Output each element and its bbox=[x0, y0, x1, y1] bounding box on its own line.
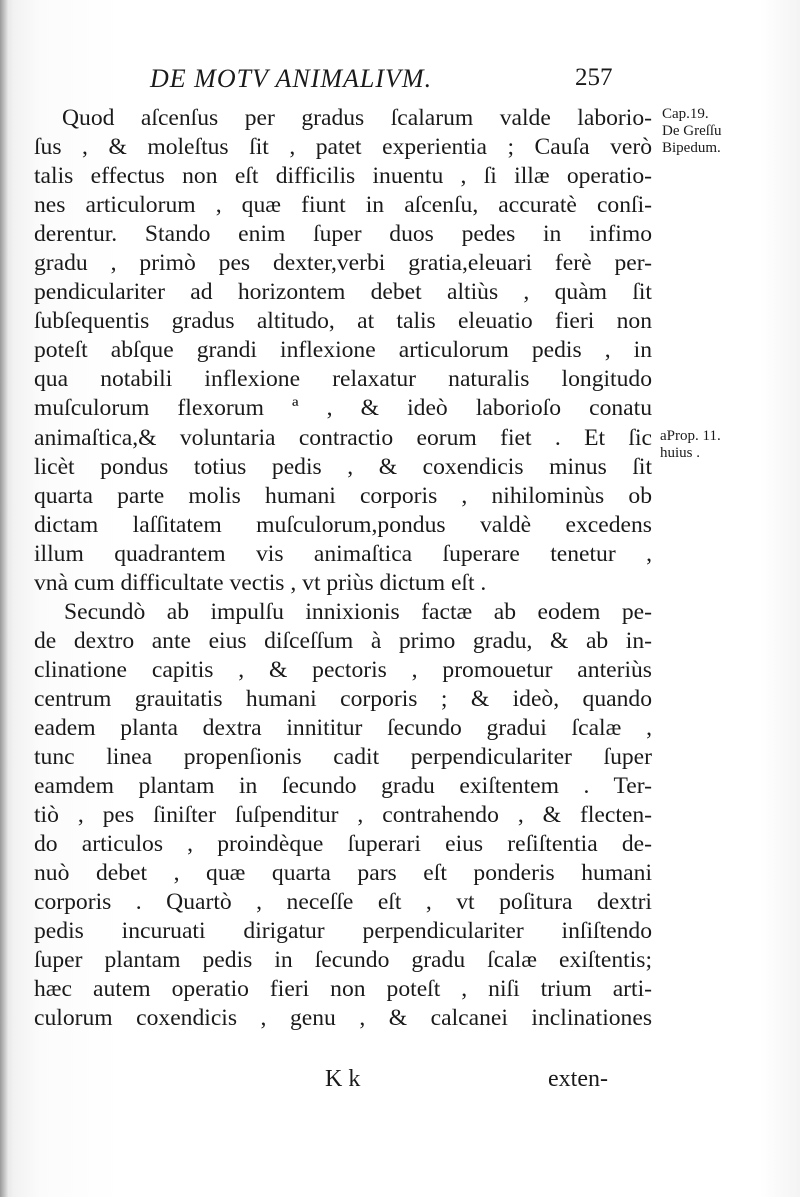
margin-note-line: Cap.19. bbox=[662, 106, 709, 122]
text-line: talis effectus non eſt difficilis inuentu , ſi illæ operatio- bbox=[34, 163, 652, 190]
paragraph-1 bbox=[34, 104, 652, 598]
running-title: DE MOTV ANIMALIVM. bbox=[150, 64, 433, 93]
gutter-shadow bbox=[0, 0, 8, 1197]
text-line: hæc autem operatio fieri non poteſt , niſi trium arti- bbox=[34, 976, 652, 1003]
text-line: quarta parte molis humani corporis , nihilominùs ob bbox=[34, 482, 652, 509]
text-line: animaſtica,& voluntaria contractio eorum fiet . Et ſic bbox=[34, 424, 652, 451]
text-line: eadem planta dextra innititur ſecundo gradui ſcalæ , bbox=[34, 714, 652, 741]
text-line: dictam laſſitatem muſculorum,pondus valdè excedens bbox=[34, 511, 652, 538]
text-line: de dextro ante eius diſceſſum à primo gradu, & ab in- bbox=[34, 627, 652, 654]
text-line: illum quadrantem vis animaſtica ſuperare tenetur , bbox=[34, 540, 652, 567]
text-line: ſus , & moleſtus ſit , patet experientia ; Cauſa verò bbox=[34, 134, 652, 161]
signature-mark: K k bbox=[325, 1066, 361, 1092]
paragraph-2 bbox=[34, 598, 652, 1034]
margin-note-line: Bipedum. bbox=[662, 140, 721, 156]
margin-note-chapter bbox=[662, 106, 722, 157]
margin-note-line: De Greſſu bbox=[662, 123, 722, 139]
text-line: culorum coxendicis , genu , & calcanei inclinationes bbox=[34, 1005, 652, 1032]
margin-note-line: huius . bbox=[660, 445, 701, 461]
text-line: ſuper plantam pedis in ſecundo gradu ſcalæ exiſtentis; bbox=[34, 947, 652, 974]
text-line: tiò , pes ſiniſter ſuſpenditur , contrahendo , & flecten- bbox=[34, 802, 652, 829]
text-line: clinatione capitis , & pectoris , promouetur anteriùs bbox=[34, 656, 652, 683]
body-text bbox=[34, 104, 652, 1034]
text-line: tunc linea propenſionis cadit perpendiculariter ſuper bbox=[34, 744, 652, 771]
text-line: eamdem plantam in ſecundo gradu exiſtentem . Ter- bbox=[34, 773, 652, 800]
text-line: do articulos , proindèque ſuperari eius reſiſtentia de- bbox=[34, 831, 652, 858]
text-line: pedis incuruati dirigatur perpendiculariter inſiſtendo bbox=[34, 918, 652, 945]
text-line: Quod aſcenſus per gradus ſcalarum valde laborio- bbox=[62, 105, 652, 131]
text-line: ſubſequentis gradus altitudo, at talis eleuatio fieri non bbox=[34, 308, 652, 335]
margin-note-proposition bbox=[660, 428, 721, 462]
margin-note-line: aProp. 11. bbox=[660, 428, 721, 444]
text-line: centrum grauitatis humani corporis ; & ideò, quando bbox=[34, 685, 652, 712]
text-line: pendiculariter ad horizontem debet altiùs , quàm ſit bbox=[34, 279, 652, 306]
text-line: gradu , primò pes dexter,verbi gratia,eleuari ferè per- bbox=[34, 250, 652, 277]
text-line: derentur. Stando enim ſuper duos pedes in infimo bbox=[34, 221, 652, 248]
text-line: licèt pondus totius pedis , & coxendicis minus ſit bbox=[34, 453, 652, 480]
catchword: exten- bbox=[548, 1066, 608, 1092]
text-line: qua notabili inflexione relaxatur naturalis longitudo bbox=[34, 366, 652, 393]
text-line: poteſt abſque grandi inflexione articulorum pedis , in bbox=[34, 337, 652, 364]
text-line: corporis . Quartò , neceſſe eſt , vt poſitura dextri bbox=[34, 889, 652, 916]
text-line: nes articulorum , quæ fiunt in aſcenſu, accuratè conſi- bbox=[34, 192, 652, 219]
text-line: muſculorum flexorum ª , & ideò laborioſo conatu bbox=[34, 395, 652, 422]
page-number: 257 bbox=[575, 64, 613, 91]
text-line: nuò debet , quæ quarta pars eſt ponderis humani bbox=[34, 860, 652, 887]
text-line: vnà cum difficultate vectis , vt priùs dictum eſt . bbox=[34, 569, 487, 596]
text-line: Secundò ab impulſu innixionis factæ ab eodem pe- bbox=[64, 598, 652, 625]
